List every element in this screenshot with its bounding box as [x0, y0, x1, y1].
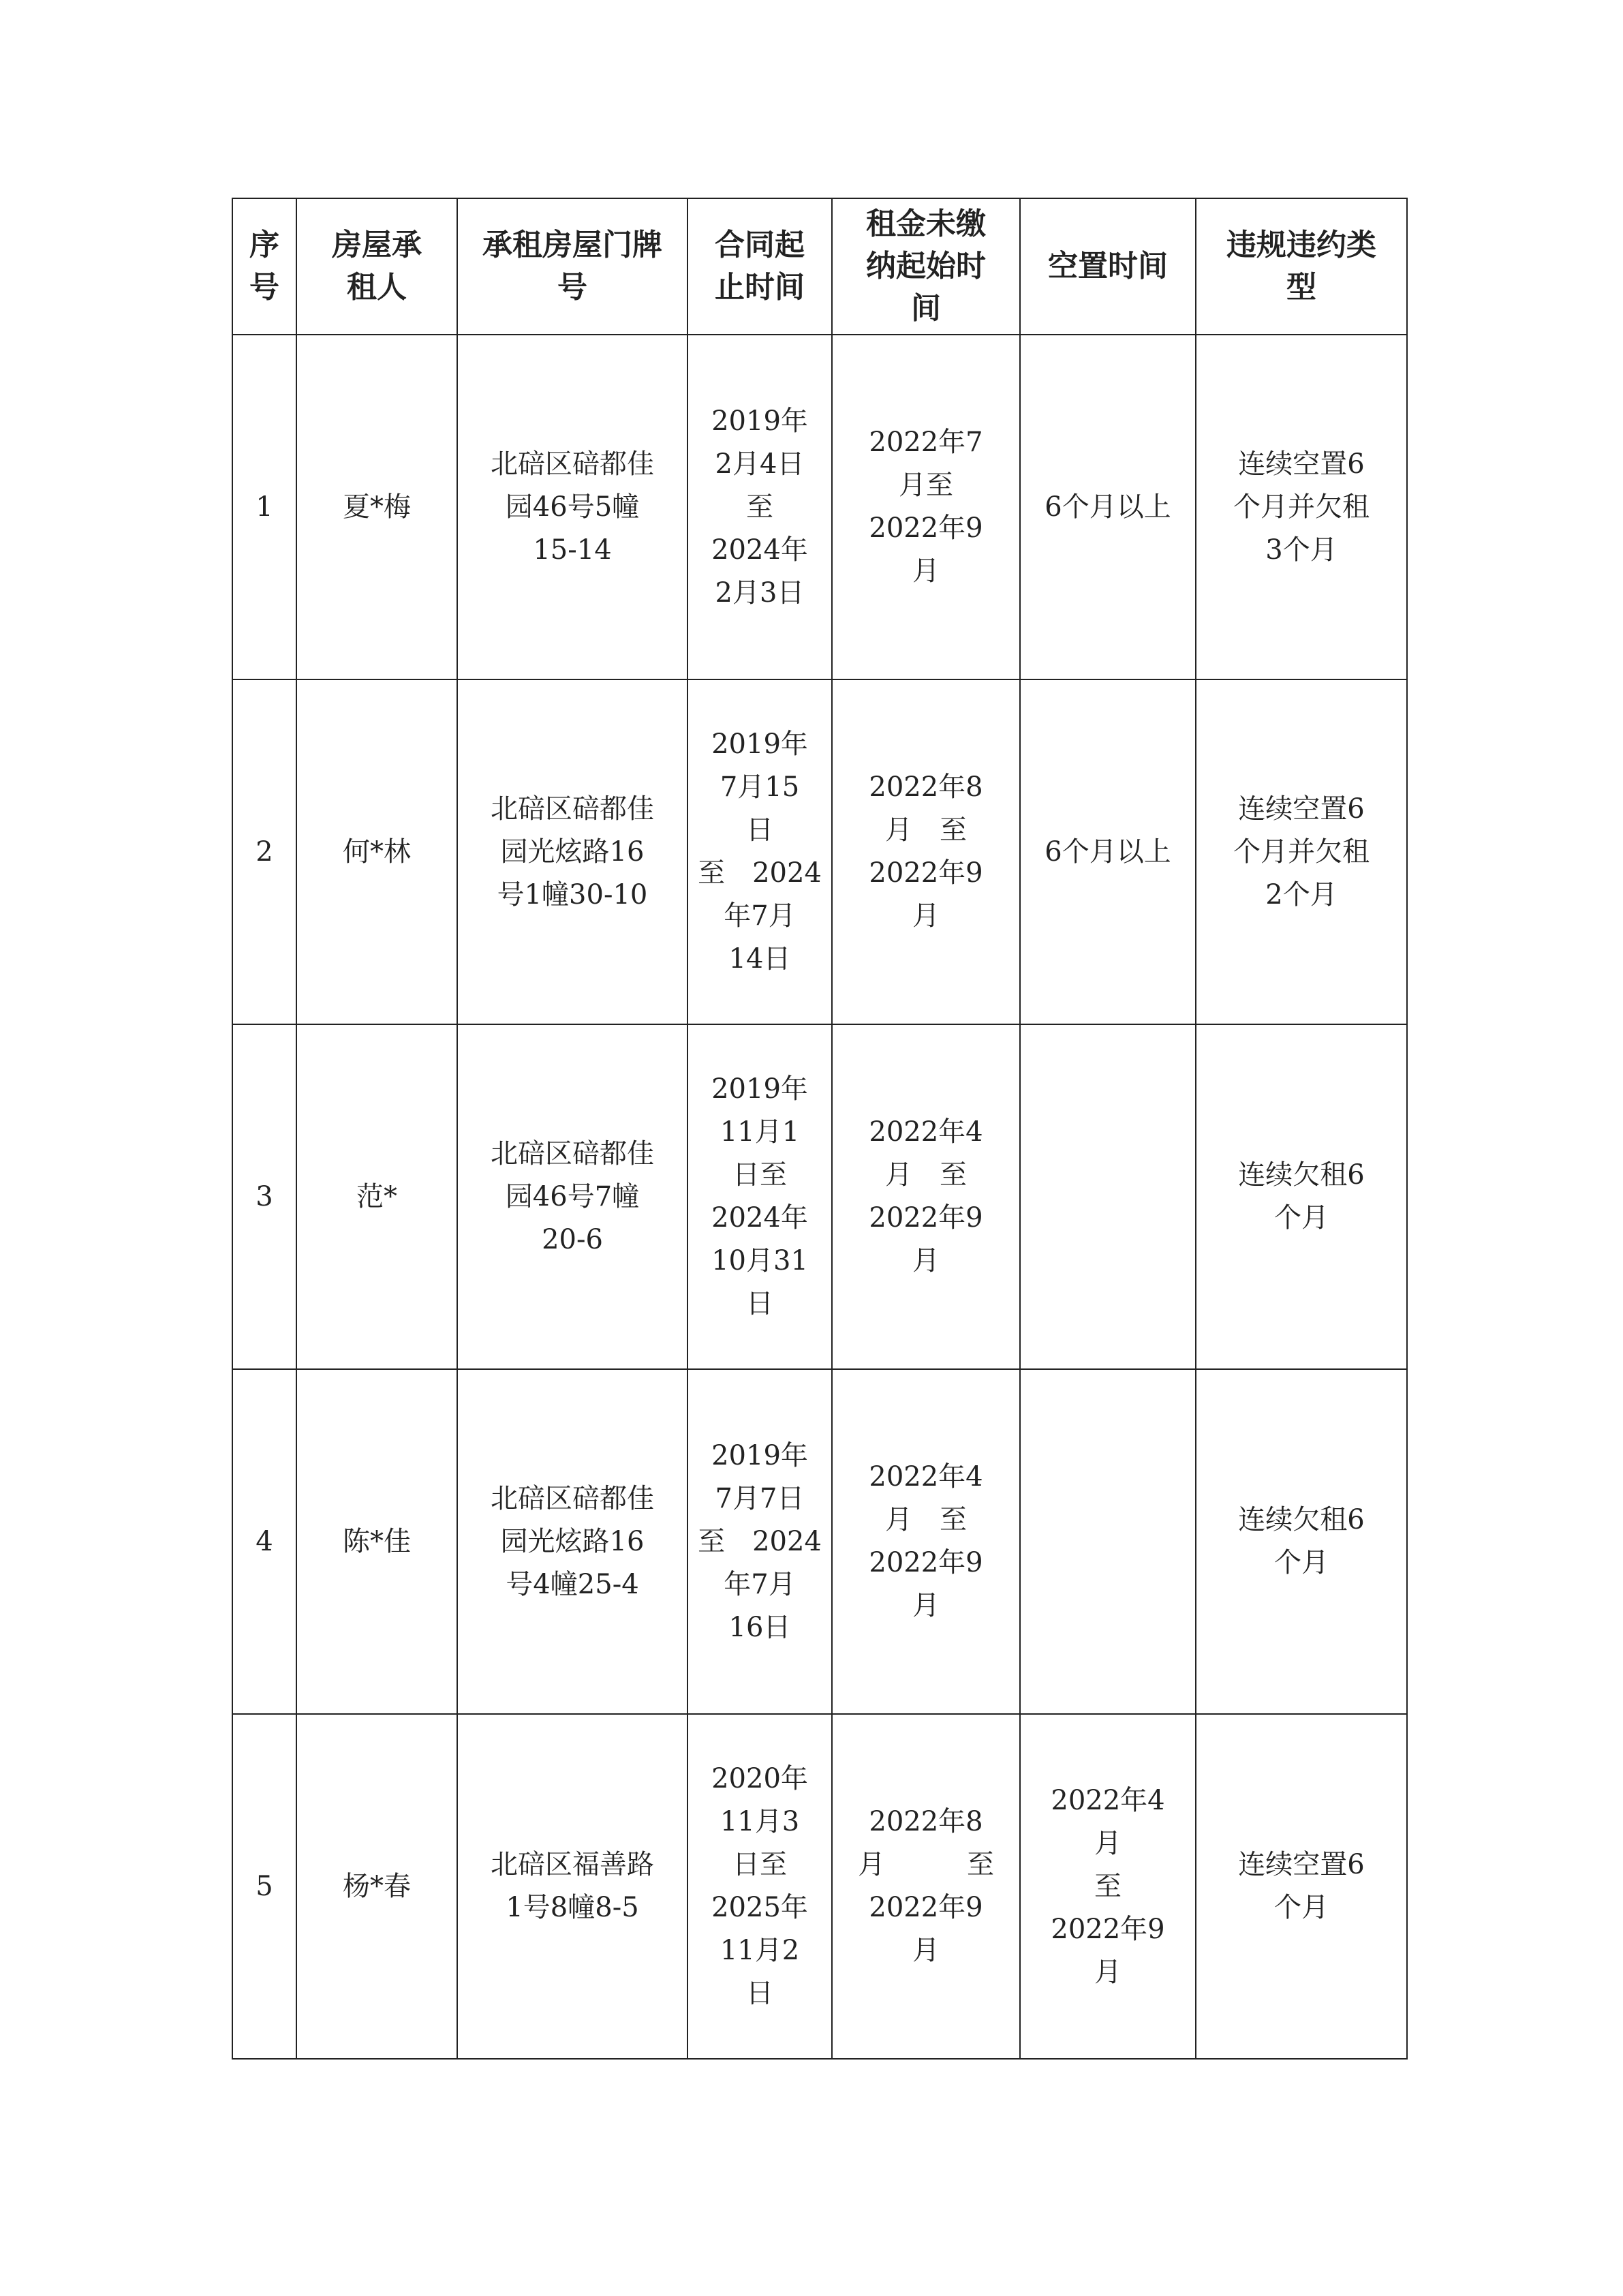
cell-contract-period: 2019年 7月7日 至 2024 年7月 16日 — [687, 1369, 832, 1714]
cell-house-address: 北碚区福善路 1号8幢8-5 — [457, 1714, 687, 2059]
cell-unpaid-rent-start: 2022年7 月至 2022年9 月 — [832, 335, 1020, 679]
cell-tenant: 杨*春 — [296, 1714, 457, 2059]
cell-unpaid-rent-start: 2022年8 月 至 2022年9 月 — [832, 1714, 1020, 2059]
cell-contract-period: 2019年 7月15 日 至 2024 年7月 14日 — [687, 679, 832, 1024]
table-row — [232, 335, 1407, 679]
cell-contract-period: 2019年 2月4日 至 2024年 2月3日 — [687, 335, 832, 679]
header-unpaid-rent-start: 租金未缴 纳起始时 间 — [832, 198, 1020, 335]
cell-contract-period: 2019年 11月1 日至 2024年 10月31 日 — [687, 1024, 832, 1369]
cell-serial-number: 5 — [232, 1714, 296, 2059]
cell-serial-number: 1 — [232, 335, 296, 679]
cell-unpaid-rent-start: 2022年4 月 至 2022年9 月 — [832, 1024, 1020, 1369]
header-serial-number: 序 号 — [232, 198, 296, 335]
cell-house-address: 北碚区碚都佳 园46号5幢 15-14 — [457, 335, 687, 679]
cell-violation-type: 连续空置6 个月 — [1196, 1714, 1407, 2059]
cell-serial-number: 2 — [232, 679, 296, 1024]
cell-vacancy-time: 6个月以上 — [1020, 335, 1196, 679]
tenant-violation-table — [232, 198, 1408, 2060]
cell-violation-type: 连续空置6 个月并欠租 2个月 — [1196, 679, 1407, 1024]
cell-tenant: 陈*佳 — [296, 1369, 457, 1714]
cell-serial-number: 3 — [232, 1024, 296, 1369]
table-header — [232, 198, 1407, 335]
header-violation-type: 违规违约类 型 — [1196, 198, 1407, 335]
header-tenant: 房屋承 租人 — [296, 198, 457, 335]
table-row — [232, 1369, 1407, 1714]
cell-vacancy-time: 2022年4 月 至 2022年9 月 — [1020, 1714, 1196, 2059]
table-row — [232, 1714, 1407, 2059]
cell-unpaid-rent-start: 2022年4 月 至 2022年9 月 — [832, 1369, 1020, 1714]
cell-serial-number: 4 — [232, 1369, 296, 1714]
table-body — [232, 335, 1407, 2059]
cell-unpaid-rent-start: 2022年8 月 至 2022年9 月 — [832, 679, 1020, 1024]
cell-house-address: 北碚区碚都佳 园光炫路16 号1幢30-10 — [457, 679, 687, 1024]
cell-violation-type: 连续欠租6 个月 — [1196, 1024, 1407, 1369]
table-row — [232, 1024, 1407, 1369]
cell-violation-type: 连续欠租6 个月 — [1196, 1369, 1407, 1714]
header-contract-period: 合同起 止时间 — [687, 198, 832, 335]
cell-vacancy-time — [1020, 1024, 1196, 1369]
cell-contract-period: 2020年 11月3 日至 2025年 11月2 日 — [687, 1714, 832, 2059]
cell-tenant: 夏*梅 — [296, 335, 457, 679]
cell-house-address: 北碚区碚都佳 园光炫路16 号4幢25-4 — [457, 1369, 687, 1714]
cell-vacancy-time: 6个月以上 — [1020, 679, 1196, 1024]
cell-tenant: 范* — [296, 1024, 457, 1369]
header-vacancy-time: 空置时间 — [1020, 198, 1196, 335]
cell-tenant: 何*林 — [296, 679, 457, 1024]
cell-vacancy-time — [1020, 1369, 1196, 1714]
header-row — [232, 198, 1407, 335]
header-house-address: 承租房屋门牌 号 — [457, 198, 687, 335]
cell-house-address: 北碚区碚都佳 园46号7幢 20-6 — [457, 1024, 687, 1369]
table-row — [232, 679, 1407, 1024]
cell-violation-type: 连续空置6 个月并欠租 3个月 — [1196, 335, 1407, 679]
